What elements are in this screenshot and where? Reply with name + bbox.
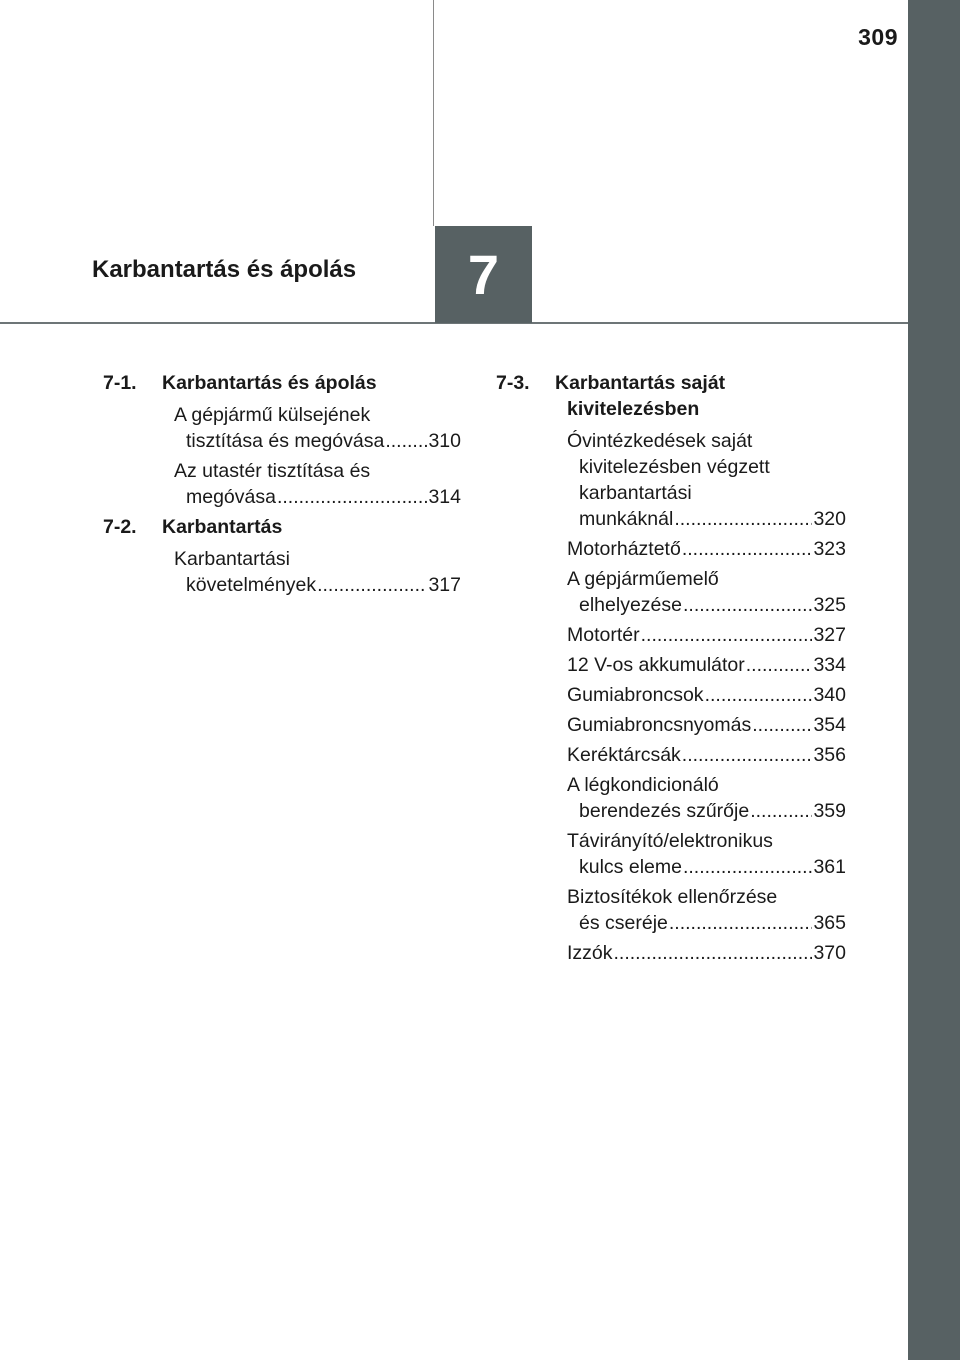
toc-entry[interactable] [496,682,846,708]
dot-leader [683,854,812,880]
toc-page-number: 320 [813,508,846,530]
toc-entry-last-line [567,854,846,880]
toc-entry-text: kulcs eleme [579,856,682,878]
toc-entry[interactable] [496,742,846,768]
toc-entry-last-line [174,572,461,598]
toc-entry[interactable] [103,458,461,510]
chapter-number-box: 7 [435,226,532,323]
section-number: 7-1. [103,372,137,394]
dot-leader [614,940,813,966]
section-title: Karbantartás saját [555,372,726,394]
section-number: 7-2. [103,516,137,538]
toc-page-number: 365 [813,912,846,934]
toc-page-number: 325 [813,594,846,616]
toc-entry-text: kivitelezésben végzett [579,456,770,478]
toc-entry-text: Az utastér tisztítása és [174,460,371,482]
section-title: kivitelezésben [567,398,700,420]
toc-entry-text: Motorháztető [567,538,681,560]
toc-entry[interactable] [496,428,846,532]
dot-leader [683,592,812,618]
dot-leader [750,798,812,824]
toc-left-column [103,370,461,602]
toc-right-column [496,370,846,970]
toc-page-number: 317 [428,574,461,596]
toc-entry-text: A gépjármű külsejének [174,404,371,426]
toc-entry-text: elhelyezése [579,594,682,616]
toc-page-number: 334 [813,654,846,676]
toc-entry-text: Biztosítékok ellenőrzése [567,886,778,908]
toc-entry-text: A légkondicionáló [567,774,719,796]
toc-entry[interactable] [103,402,461,454]
page-number: 309 [858,24,898,50]
toc-entry-last-line [567,536,846,562]
chapter-title: Karbantartás és ápolás [92,256,357,283]
toc-section-heading [496,370,846,422]
toc-entry-last-line [567,622,846,648]
toc-entry-text: 12 V-os akkumulátor [567,654,745,676]
dot-leader [641,622,813,648]
toc-entry-last-line [567,712,846,738]
toc-page-number: 361 [813,856,846,878]
toc-entry[interactable] [496,772,846,824]
toc-entry-text: tisztítása és megóvása [186,430,385,452]
toc-entry-text: és cseréje [579,912,668,934]
toc-entry[interactable] [496,940,846,966]
toc-page-number: 327 [813,624,846,646]
toc-entry-text: karbantartási [579,482,692,504]
header-divider-vertical [433,0,434,226]
toc-page-number: 359 [813,800,846,822]
toc-entry-last-line [567,798,846,824]
toc-entry-text: munkáknál [579,508,674,530]
toc-entry-text: Óvintézkedések saját [567,430,753,452]
toc-page-number: 354 [813,714,846,736]
toc-entry[interactable] [496,712,846,738]
toc-entry-text: berendezés szűrője [579,800,750,822]
toc-entry-last-line [567,940,846,966]
toc-entry[interactable] [496,566,846,618]
toc-entry[interactable] [496,828,846,880]
dot-leader [669,910,813,936]
section-title: Karbantartás és ápolás [162,372,377,394]
dot-leader [752,712,812,738]
toc-page-number: 356 [813,744,846,766]
toc-entry-last-line [567,592,846,618]
section-title: Karbantartás [162,516,283,538]
toc-page-number: 310 [428,430,461,452]
toc-entry[interactable] [496,536,846,562]
dot-leader [317,572,427,598]
toc-section-heading [103,370,461,396]
toc-entry-text: Keréktárcsák [567,744,681,766]
toc-page-number: 370 [813,942,846,964]
dot-leader [682,536,813,562]
section-number: 7-3. [496,372,530,394]
toc-section-heading [103,514,461,540]
toc-entry-text: Karbantartási [174,548,290,570]
toc-page-number: 314 [428,486,461,508]
dot-leader [385,428,427,454]
toc-entry[interactable] [496,652,846,678]
toc-entry-last-line [567,652,846,678]
toc-entry-last-line [174,428,461,454]
toc-entry-text: Motortér [567,624,640,646]
toc-entry-text: A gépjárműemelő [567,568,719,590]
toc-page-number: 323 [813,538,846,560]
toc-entry-last-line [567,682,846,708]
toc-entry[interactable] [496,884,846,936]
side-tab-bar [908,0,960,1360]
dot-leader [705,682,813,708]
dot-leader [682,742,813,768]
toc-entry-text: követelmények [186,574,317,596]
toc-entry-last-line [567,910,846,936]
toc-entry-text: Gumiabroncsnyomás [567,714,752,736]
toc-entry-text: megóvása [186,486,276,508]
dot-leader [746,652,813,678]
toc-entry[interactable] [496,622,846,648]
dot-leader [277,484,427,510]
toc-entry-text: Gumiabroncsok [567,684,704,706]
toc-page-number: 340 [813,684,846,706]
dot-leader [674,506,812,532]
toc-entry-text: Távirányító/elektronikus [567,830,773,852]
toc-entry-last-line [567,506,846,532]
toc-entry-text: Izzók [567,942,613,964]
toc-entry-last-line [174,484,461,510]
toc-entry-last-line [567,742,846,768]
toc-entry[interactable] [103,546,461,598]
